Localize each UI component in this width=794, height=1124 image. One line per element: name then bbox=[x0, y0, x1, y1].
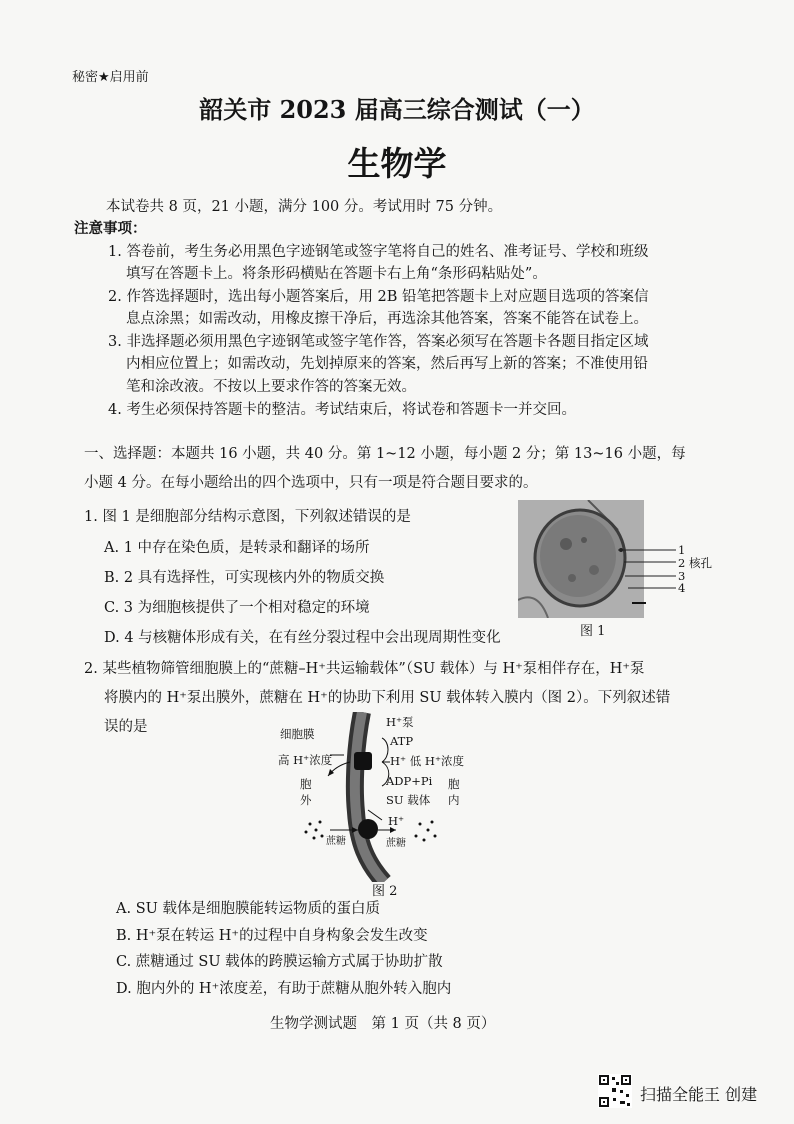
inside-label: 胞内 bbox=[448, 777, 460, 807]
outside-label: 胞外 bbox=[300, 777, 312, 807]
question-2-stem: 误的是 bbox=[104, 719, 148, 735]
question-1-stem: 1. 图 1 是细胞部分结构示意图，下列叙述错误的是 bbox=[84, 509, 411, 525]
confidential-mark: 秘密★启用前 bbox=[72, 70, 149, 85]
hplus-label: H⁺ bbox=[388, 814, 405, 828]
question-1-option-d: D. 4 与核糖体形成有关，在有丝分裂过程中会出现周期性变化 bbox=[104, 630, 501, 646]
note-line: 3. 非选择题必须用黑色字迹钢笔或签字笔作答，答案必须写在答题卡各题目指定区域 bbox=[108, 334, 649, 350]
note-line: 内相应位置上；如需改动，先划掉原来的答案，然后再写上新的答案；不准使用铅 bbox=[126, 356, 648, 372]
note-line: 填写在答题卡上。将条形码横贴在答题卡右上角“条形码粘贴处”。 bbox=[126, 266, 547, 282]
figure-2 bbox=[270, 712, 470, 902]
sucrose-inside-label: 蔗糖 bbox=[386, 838, 406, 849]
qr-code-icon bbox=[598, 1074, 632, 1108]
page-footer: 生物学测试题 第 1 页（共 8 页） bbox=[270, 1016, 496, 1032]
question-2-stem: 将膜内的 H⁺泵出膜外，蔗糖在 H⁺的协助下利用 SU 载体转入膜内（图 2）。下列叙述错 bbox=[104, 690, 671, 706]
question-2-stem: 2. 某些植物筛管细胞膜上的“蔗糖–H⁺共运输载体”（SU 载体）与 H⁺泵相伴存在，H⁺泵 bbox=[84, 661, 645, 677]
figure-1-label-4: 4 bbox=[678, 581, 686, 595]
scanner-watermark: 扫描全能王 创建 bbox=[640, 1085, 758, 1104]
question-2-option-a: A. SU 载体是细胞膜能转运物质的蛋白质 bbox=[116, 901, 380, 917]
figure-1-label-2: 2 核孔 bbox=[678, 556, 712, 570]
figure-1-label-1: 1 bbox=[678, 543, 686, 557]
section-heading-cont: 小题 4 分。在每小题给出的四个选项中，只有一项是符合题目要求的。 bbox=[84, 475, 538, 491]
note-line: 笔和涂改液。不按以上要求作答的答案无效。 bbox=[126, 379, 416, 395]
exam-intro: 本试卷共 8 页，21 小题，满分 100 分。考试用时 75 分钟。 bbox=[106, 199, 503, 215]
sucrose-outside-label: 蔗糖 bbox=[326, 836, 346, 847]
question-2-option-b: B. H⁺泵在转运 H⁺的过程中自身构象会发生改变 bbox=[116, 928, 428, 944]
figure-1-caption: 图 1 bbox=[580, 624, 606, 639]
figure-1-label-3: 3 bbox=[678, 569, 686, 583]
notes-heading: 注意事项： bbox=[74, 221, 147, 237]
note-line: 息点涂黑；如需改动，用橡皮擦干净后，再选涂其他答案，答案不能答在试卷上。 bbox=[126, 311, 648, 327]
low-concentration-label: H⁺ 低 H⁺浓度 bbox=[390, 754, 465, 768]
high-concentration-label: 高 H⁺浓度 bbox=[278, 753, 333, 767]
membrane-label: 细胞膜 bbox=[280, 727, 315, 741]
exam-title: 韶关市 2023 届高三综合测试（一） bbox=[199, 95, 595, 124]
figure-1 bbox=[518, 500, 712, 640]
figure-2-caption: 图 2 bbox=[372, 884, 398, 899]
question-1-option-c: C. 3 为细胞核提供了一个相对稳定的环境 bbox=[104, 600, 370, 616]
atp-label: ATP bbox=[390, 734, 414, 748]
subject-title: 生物学 bbox=[347, 144, 447, 183]
question-1-option-a: A. 1 中存在染色质，是转录和翻译的场所 bbox=[104, 540, 370, 556]
pump-label: H⁺泵 bbox=[386, 715, 414, 729]
question-2-option-d: D. 胞内外的 H⁺浓度差，有助于蔗糖从胞外转入胞内 bbox=[116, 981, 452, 997]
note-line: 4. 考生必须保持答题卡的整洁。考试结束后，将试卷和答题卡一并交回。 bbox=[108, 402, 576, 418]
adp-label: ADP+Pi bbox=[386, 774, 433, 788]
cell-nucleus-micrograph bbox=[518, 500, 693, 618]
section-heading: 一、选择题：本题共 16 小题，共 40 分。第 1~12 小题，每小题 2 分；第 13~16 小题，每 bbox=[84, 446, 686, 462]
su-carrier-label: SU 载体 bbox=[386, 793, 431, 807]
note-line: 2. 作答选择题时，选出每小题答案后，用 2B 铅笔把答题卡上对应题目选项的答案信 bbox=[108, 289, 649, 305]
note-line: 1. 答卷前，考生务必用黑色字迹钢笔或签字笔将自己的姓名、准考证号、学校和班级 bbox=[108, 244, 649, 260]
question-1-option-b: B. 2 具有选择性，可实现核内外的物质交换 bbox=[104, 570, 385, 586]
question-2-option-c: C. 蔗糖通过 SU 载体的跨膜运输方式属于协助扩散 bbox=[116, 954, 443, 970]
